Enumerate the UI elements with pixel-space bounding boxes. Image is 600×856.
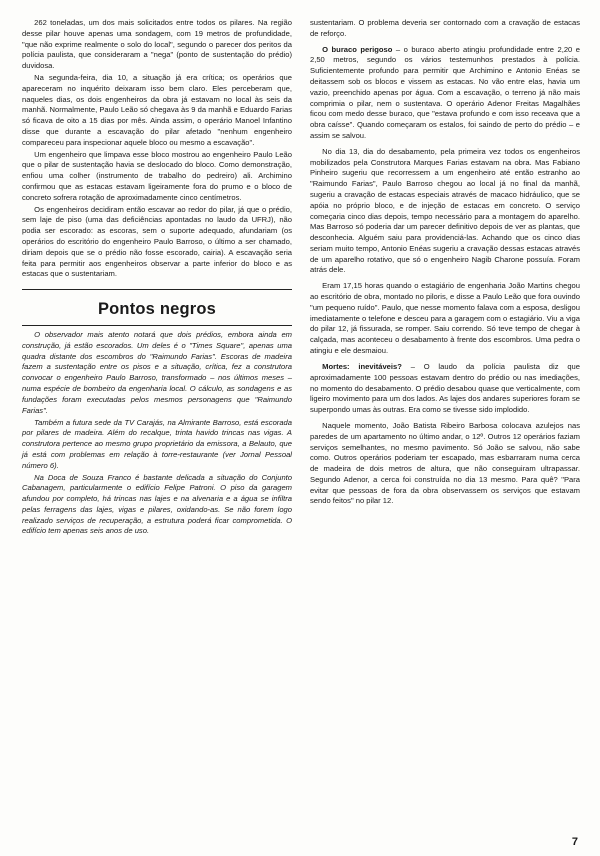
entry-paragraph: Eram 17,15 horas quando o estagiário de engenharia João Martins chegou ao escritório de obra, montado no piloris, e disse a Paulo Leão que fora ouvindo "um pequeno ruído". Paulo, que nesse momento falava com a esposa, desligou imediatamente o telefone e desceu para a garagem com o estagiário. Viu a viga do pilar 12, já fissurada, se romper. Saiu correndo. Só teve tempo de chegar à calçada, mas aconteceu o desabamento à frente dos escombros. Uma pedra o atingiu e ele desmaiou. (310, 281, 580, 356)
paragraph: Um engenheiro que limpava esse bloco mostrou ao engenheiro Paulo Leão que o pilar de sustentação havia se deslocado do bloco. Como demonstração, enfiou uma colher (instrumento de trabalho do pedreiro) ali. Archimino confirmou que as estacas estavam ligeiramente fora do prumo e o bloco de concreto sofrera rotação de aproximadamente cinco centímetros. (22, 149, 292, 202)
entry-lead: O buraco perigoso (322, 44, 393, 54)
entry-paragraph: No dia 13, dia do desabamento, pela primeira vez todos os engenheiros mobilizados pela Construtora Marques Farias estavam na obra. Mas Fabiano Pinheiro sugeriu que recorressem a um engenheiro até então estranho ao "Raimundo Farias", Paulo Barroso chegou ao local já no final da manhã, sugeriu a cravação de estacas especiais através de macaco hidráulico, que se apóia no próprio bloco, e de injeção de estacas em concreto. O serviço começaria cinco dias depois, tempo necessário para a montagem do aparelho. Mas Barroso só poderia dar um parecer definitivo depois de ver as plantas, que desconhecia. Alguém saiu para providenciá-las. Achando que os cinco dias seriam muito tempo, Antonio Enéas sugeriu a cravação dessas estacas através de um aparelho rotativo, que só o engenheiro Nagib Charone possuía. Foram atrás dele. (310, 146, 580, 275)
paragraph-continuation: sustentariam. O problema deveria ser contornado com a cravação de estacas de reforço. (310, 18, 580, 38)
left-column (22, 18, 292, 830)
entry-paragraph (310, 45, 580, 142)
entry-paragraph (310, 362, 580, 416)
page-number: 7 (571, 836, 578, 848)
entry-text: – o buraco aberto atingiu profundidade entre 2,20 e 2,50 metros, segundo os vários testemunhos prestados à polícia. Suficientemente profundo para permitir que Archimino e Antonio Enéas se deitassem sob os blocos e vissem as estacas. No vão entre elas, havia um vazio, preenchido apenas por água. Com a escavação, o terreno já não mais comprimia o pilar, nem o sustentava. O operário Adenor Freitas Magalhães ficou com medo desse buraco, que "estava profundo e com isso receava que a obra caísse". Quando começaram os estalos, foi saindo de perto do prédio – e assim se salvou. (310, 44, 580, 140)
paragraph: Os engenheiros decidiram então escavar ao redor do pilar, já que o prédio, sem laje de piso (uma das deficiências apontadas no laudo da UFRJ), não podia ser escorado: as escoras, sem o suporte adequado, afundariam (os operários do escritório do engenheiro Paulo Barroso, o último a ser chamado, diriam depois que se o prédio não fosse escorado, cairia). A escavação seria feita para permitir aos engenheiros observar a parte inferior do bloco e as estacas que o sustentariam. (22, 204, 292, 279)
two-column-layout (22, 18, 578, 830)
section-divider-bottom (22, 325, 292, 326)
section-paragraph: Na Doca de Souza Franco é bastante delicada a situação do Conjunto Cabanagem, particularmente o edifício Felipe Patroni. O piso da garagem afundou por completo, há trincas nas lajes e na alvenaria e a água se infiltra pelas ferragens das lajes, vigas e pilares, oxidando-as. Se não forem logo realizado serviços de recuperação, a estrutura poderá ficar comprometida. O edifício tem apenas seis anos de uso. (22, 472, 292, 536)
section-heading: Pontos negros (97, 300, 217, 319)
paragraph: Na segunda-feira, dia 10, a situação já era crítica; os operários que apareceram no inquérito deixaram isso bem claro. Eles perceberam que, naqueles dias, os dois engenheiros da obra já estavam no local às seis da manhã. Normalmente, Paulo Leão só chegava às 9 da manhã e Eduardo Farias só ficava de oito a 15 dias por mês. Ainda assim, o operário Manoel Infantino disse que durante a escavação do pilar afetado "nenhum engenheiro compareceu para inspecionar aquele bloco ou mesmo a escavação". (22, 73, 292, 147)
entry-paragraph: Naquele momento, João Batista Ribeiro Barbosa colocava azulejos nas paredes de um apartamento no último andar, o 12º. Outros 12 operários faziam serviços semelhantes, no mesmo pavimento. Só João se salvou, não sabe como. Outros operários poderiam ter escapado, mas esbarraram numa cerca de madeira de dois metros de altura, que não conseguiram ultrapassar. Segundo Adenor, a cerca foi construída no dia 13 mesmo. Para quê? "Para evitar que pessoas de fora da obra observassem os serviços que estavam sendo feitos" no pilar 12. (310, 420, 580, 506)
right-column (310, 18, 580, 830)
entry-text: – O laudo da polícia paulista diz que aproximadamente 100 pessoas estavam dentro do prédio ou nas imediações, no momento do desabamento. O prédio desabou quase que verticalmente, com ligeiro movimento para um dos lados. As lajes dos andares superiores foram se superpondo umas às outras. Era como se tivesse sido implodido. (310, 361, 580, 415)
entry-lead: Mortes: inevitáveis? (322, 361, 402, 371)
section-paragraph: O observador mais atento notará que dois prédios, embora ainda em construção, já estão escorados. Um deles é o "Times Square", apenas uma quadra distante dos escombros do "Raimundo Farias". Escoras de madeira fazem a sustentação entre os pisos e a situação, crítica, fez a construtora convocar o engenheiro Paulo Barroso, transformado – nos últimos meses – numa espécie de bombeiro da engenharia local. O cálculo, as sondagens e as fundações foram executadas pelos mesmos personagens que "Raimundo Farias". (22, 330, 292, 415)
section-paragraph: Também a futura sede da TV Carajás, na Almirante Barroso, está escorada por pilares de madeira. Além do recalque, trinta havido trincas nas vigas. A construtora pertence ao mesmo grupo proprietário da emissora, a Belauto, que já está com problemas em relação à torre-restaurante (ver Jornal Pessoal número 6). (22, 417, 292, 470)
section-divider-top (22, 289, 292, 290)
paragraph: 262 toneladas, um dos mais solicitados entre todos os pilares. Na região desse pilar houve apenas uma sondagem, com 19 metros de profundidade, "que não exprime realmente o solo do local", segundo o parecer dos peritos da polícia paulista, que consideraram a "nega" (ponto de sustentação do prédio) duvidosa. (22, 18, 292, 71)
